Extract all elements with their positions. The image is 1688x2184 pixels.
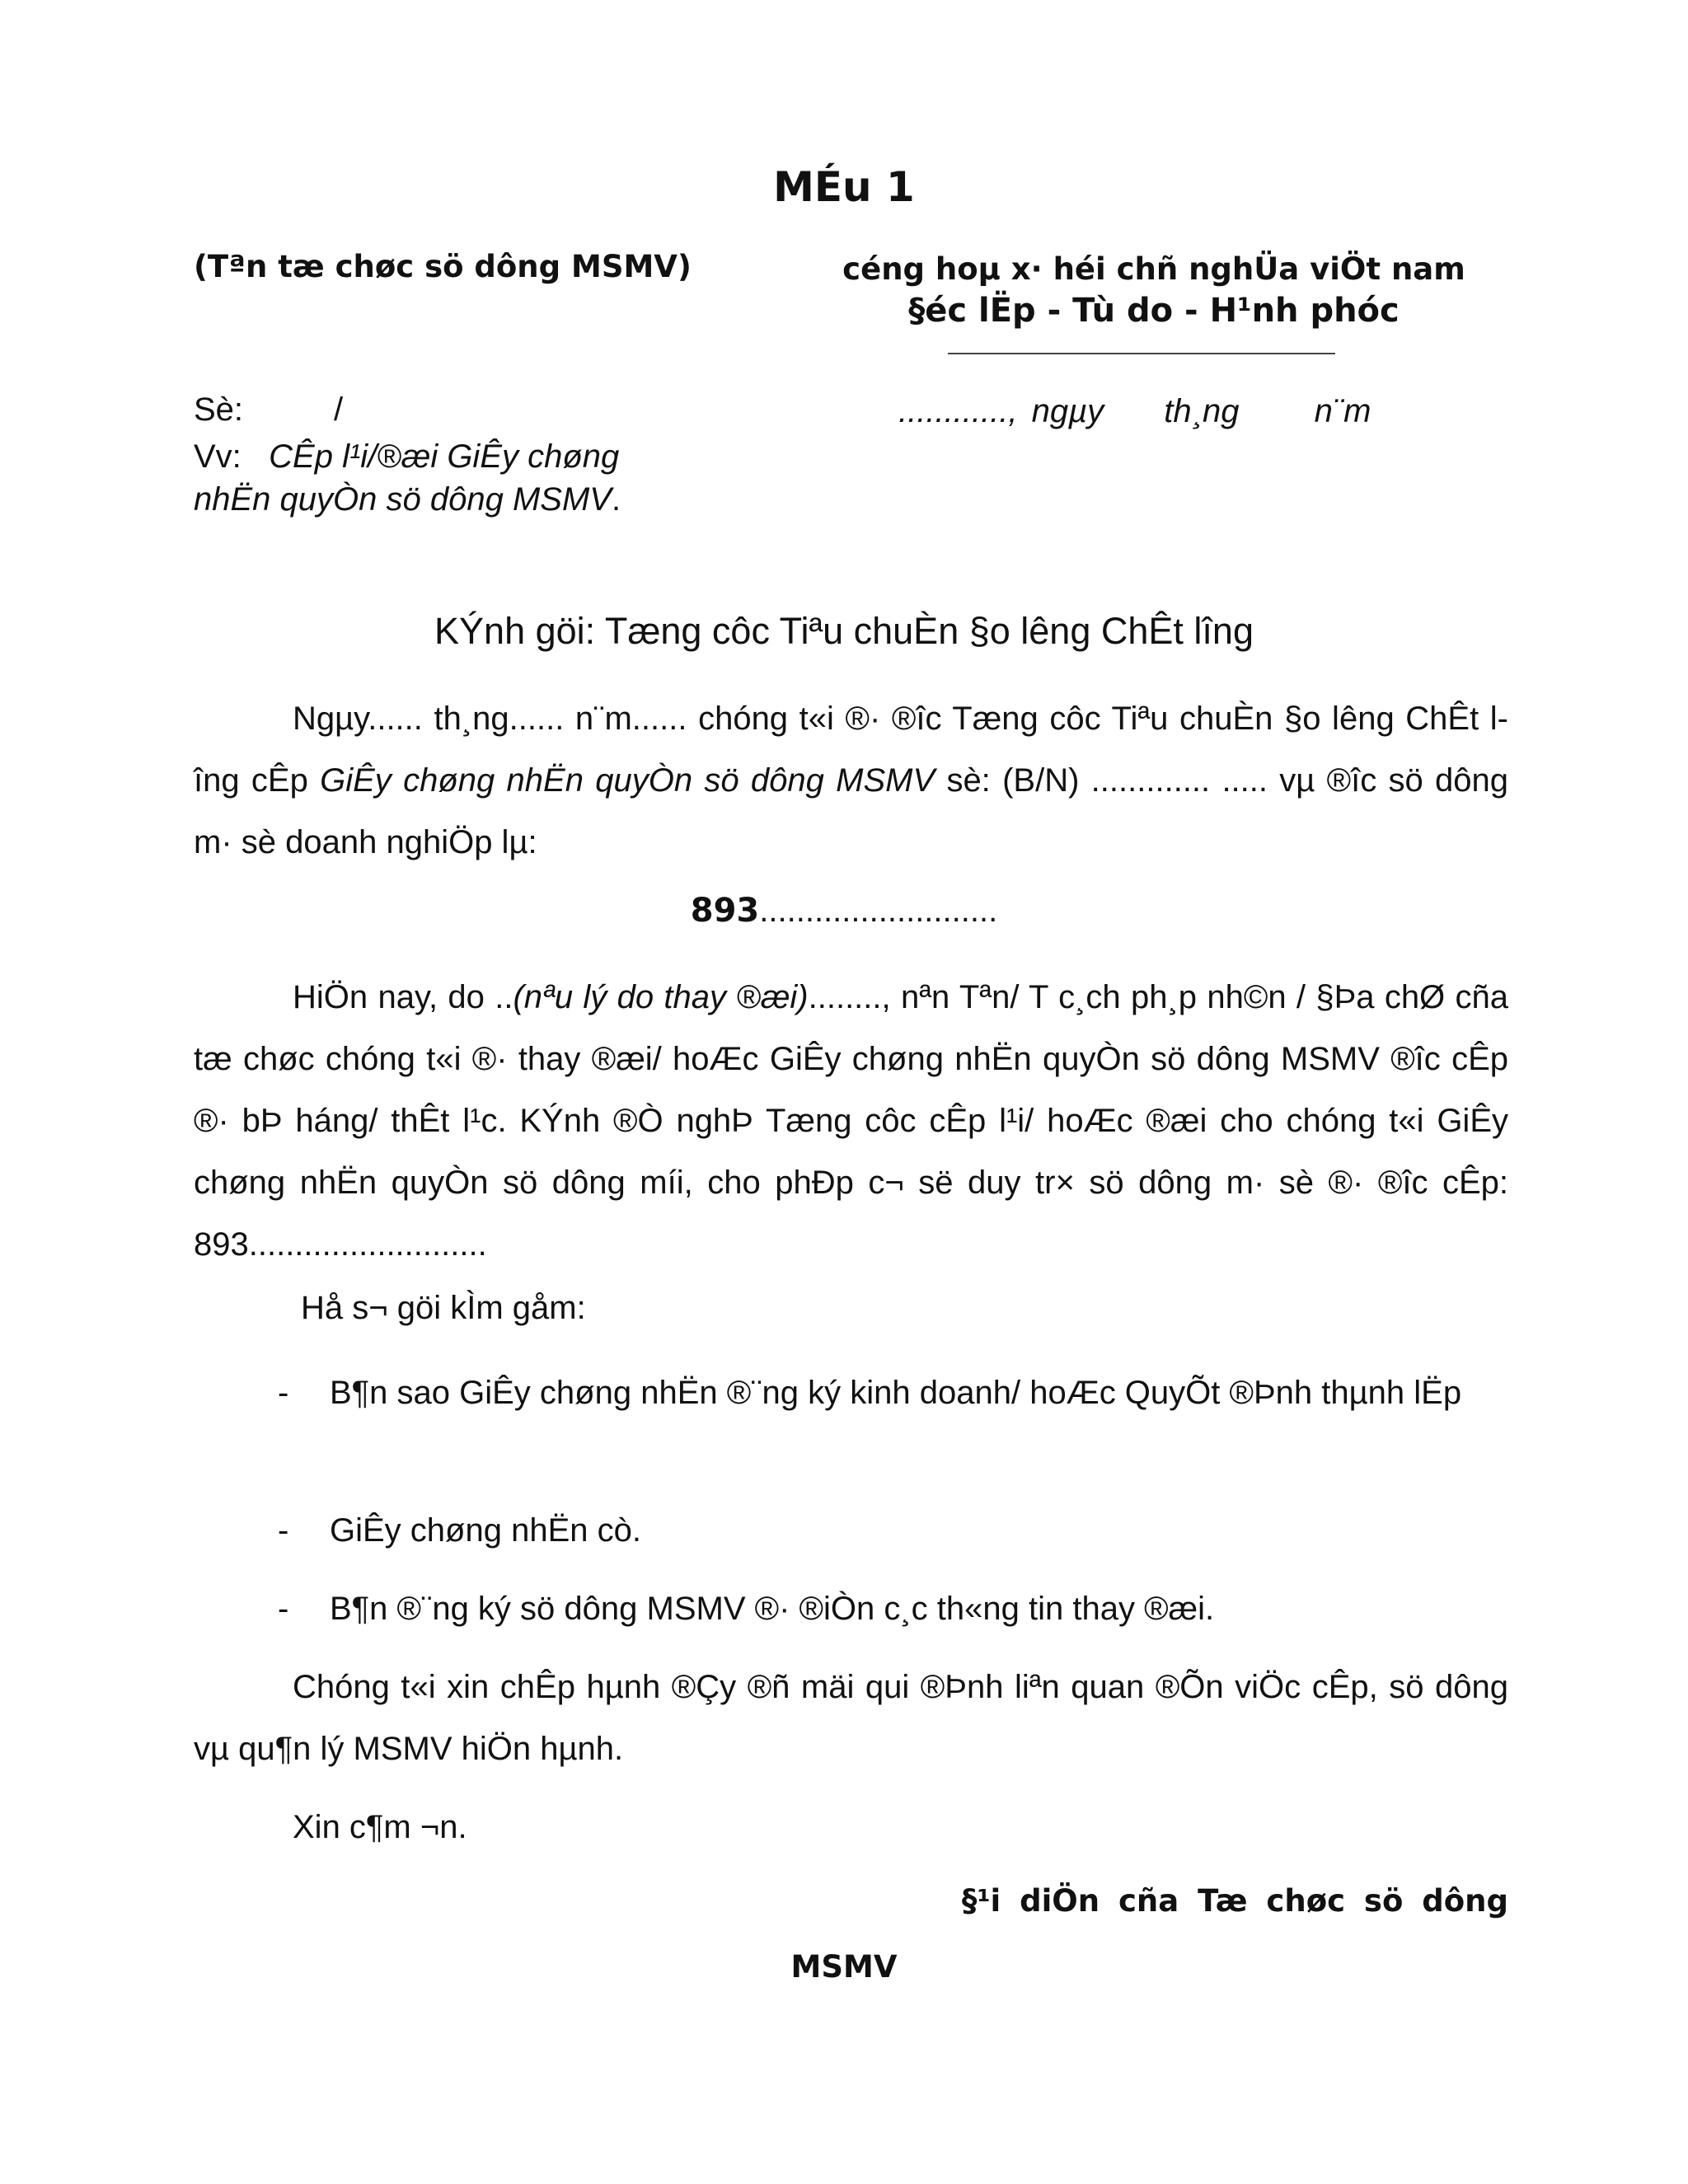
attachment-text: B¶n ®¨ng ký sö dông MSMV ®· ®iÒn c¸c th«ng tin thay ®æi.: [330, 1591, 1215, 1627]
form-title: MÉu 1: [773, 163, 915, 211]
date-month: th¸ng: [1164, 393, 1240, 429]
nation-name: céng hoµ x· héi chñ nghÜa viÖt nam: [842, 251, 1465, 287]
header-divider: [948, 353, 1335, 354]
enterprise-code-prefix: 893: [690, 892, 760, 930]
enterprise-code-dots: ..........................: [759, 893, 998, 929]
paragraph-issuance: [194, 688, 1508, 874]
p1-text-em: GiÊy chøng nhËn quyÒn sö dông MSMV: [320, 762, 935, 799]
enterprise-code: [0, 892, 1688, 930]
attachment-item: [194, 1362, 1508, 1424]
national-header: [841, 249, 1467, 331]
date-day: ngµy: [1031, 393, 1104, 429]
paragraph-request: [194, 967, 1508, 1276]
date-place: ............,: [898, 393, 1018, 429]
p2-text-em: (nªu lý do thay ®æi): [513, 979, 809, 1015]
subject-prefix: Vv:: [194, 438, 241, 475]
p2-text-a: HiÖn nay, do ..: [293, 979, 513, 1015]
nation-motto: §éc lËp - Tù do - H¹nh phóc: [908, 292, 1400, 330]
signature-title: §¹i diÖn cña Tæ chøc sö dông: [961, 1883, 1508, 1919]
document-subject: [194, 435, 688, 521]
paragraph-commitment: [194, 1657, 1508, 1780]
date-line: [898, 393, 1371, 430]
signature-title-continued: MSMV: [790, 1949, 898, 1985]
p1-text-b: sè: (B/N) ............. ..... vµ ®îc sö dông m· sè doanh nghiÖp lµ:: [194, 762, 1508, 860]
p2-text-b: ........, nªn Tªn/ T c¸ch ph¸p nh©n / §Þa chØ cña tæ chøc chóng t«i ®· thay ®æi/ hoÆc GiÊy chøng nhËn quyÒn sö dông MSMV ®îc cÊp ®· bÞ háng/ thÊt l¹c. KÝnh ®Ò nghÞ Tæng côc cÊp l¹i/ hoÆc ®æi cho chóng t«i GiÊy chøng nhËn quyÒn sö dông míi, cho phÐp c¬ së duy tr× sö dông m· sè ®· ®îc cÊp: 893..........................: [194, 979, 1508, 1263]
attachment-item: [194, 1500, 1508, 1562]
attachment-item: [194, 1578, 1508, 1640]
closing-line: Xin c¶m ¬n.: [293, 1809, 467, 1845]
date-year: n¨m: [1314, 393, 1372, 429]
attachment-text: GiÊy chøng nhËn cò.: [330, 1512, 641, 1549]
list-dash: -: [278, 1591, 289, 1627]
subject-text: CÊp l¹i/®æi GiÊy chøng nhËn quyÒn sö dông MSMV: [194, 438, 620, 518]
attachment-text: B¶n sao GiÊy chøng nhËn ®¨ng ký kinh doanh/ hoÆc QuyÕt ®Þnh thµnh lËp: [330, 1375, 1462, 1411]
list-dash: -: [278, 1375, 289, 1411]
list-dash: -: [278, 1512, 289, 1549]
organization-name-placeholder: (Tªn tæ chøc sö dông MSMV): [194, 249, 692, 284]
document-number-label: Sè:: [194, 391, 244, 428]
recipient-line: KÝnh göi: Tæng côc Tiªu chuÈn §o lêng ChÊt lîng: [434, 610, 1254, 652]
document-number: [194, 391, 343, 429]
subject-end: .: [611, 481, 621, 518]
document-number-separator: /: [334, 391, 344, 428]
p1-text-a: Ngµy...... th¸ng...... n¨m...... chóng t«i ®· ®îc Tæng côc Tiªu chuÈn §o lêng ChÊt lîng cÊp: [194, 701, 1508, 799]
p3-text: Chóng t«i xin chÊp hµnh ®Çy ®ñ mäi qui ®Þnh liªn quan ®Õn viÖc cÊp, sö dông vµ qu¶n lý MSMV hiÖn hµnh.: [194, 1669, 1508, 1767]
attachments-heading: Hå s¬ göi kÌm gåm:: [301, 1290, 586, 1326]
